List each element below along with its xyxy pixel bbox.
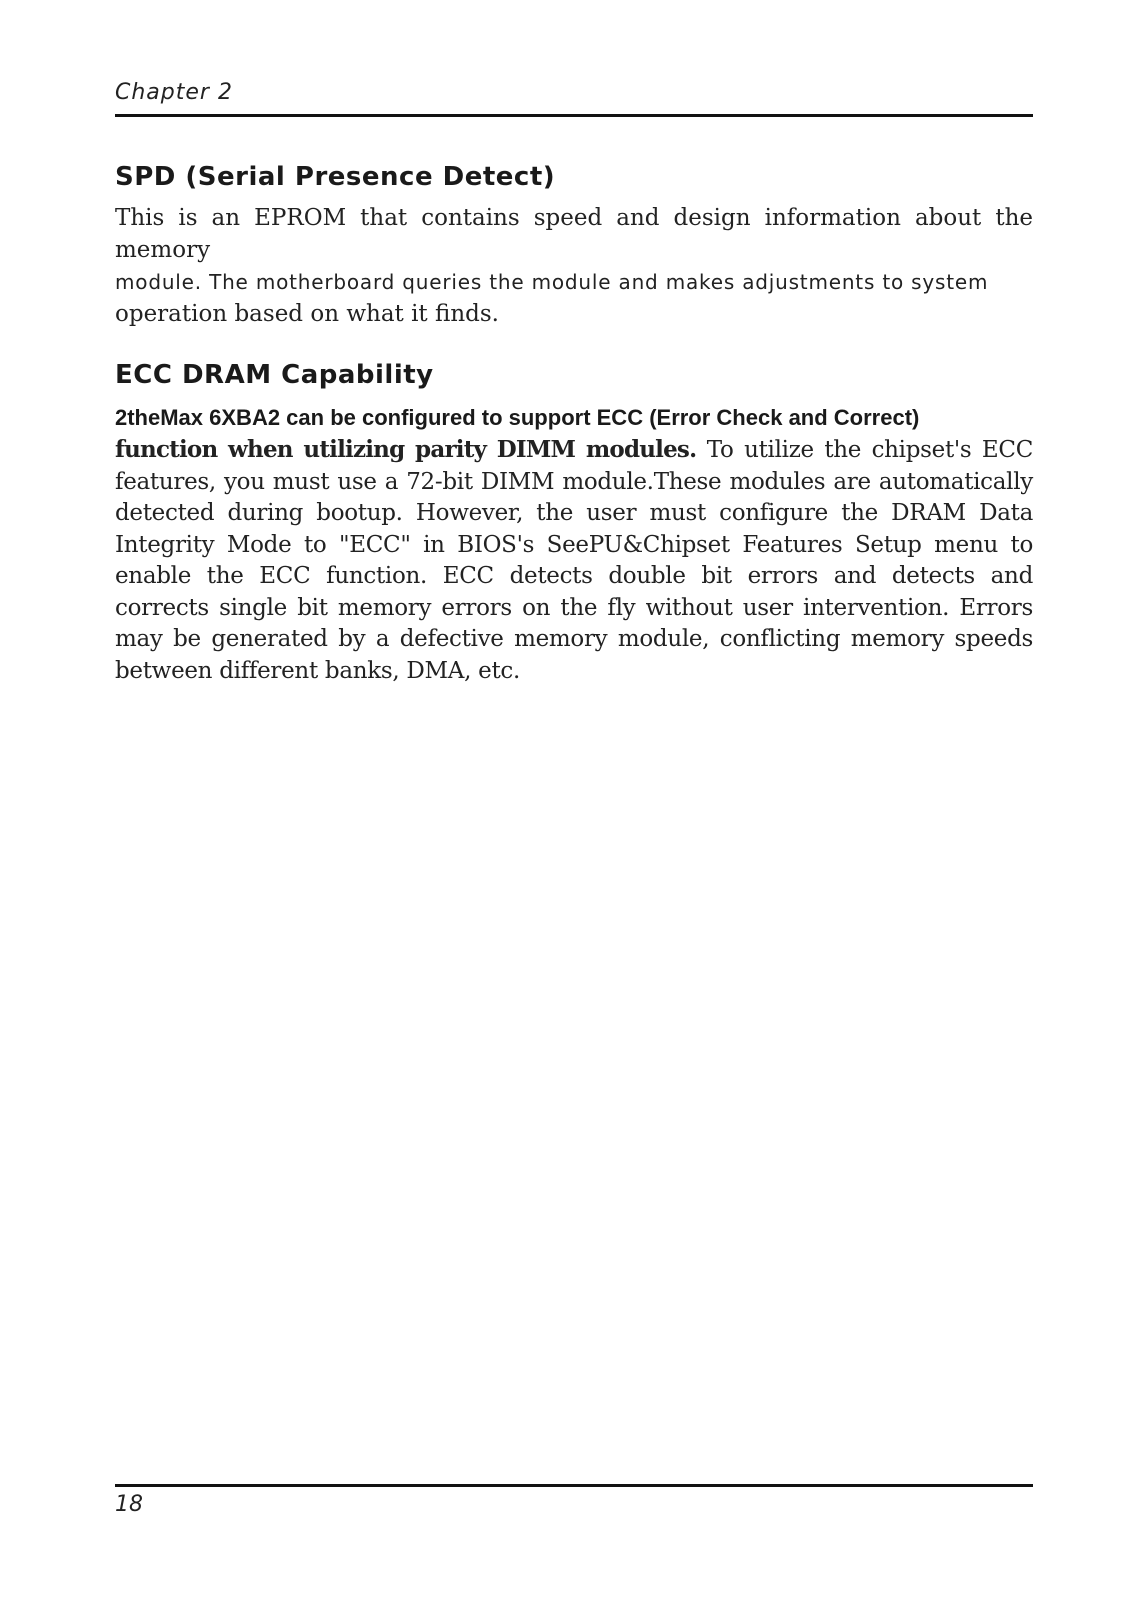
spd-heading: SPD (Serial Presence Detect) [115, 162, 556, 192]
ecc-body-text: To utilize the chipset's ECC features, you must use a 72-bit DIMM module.These modules are automatically detected during bootup. However, the user must configure the DRAM Data Integrity Mode to "ECC" in BIOS's SeePU&Chipset Features Setup menu to enable the ECC function. ECC detects double bit errors and detects and corrects single bit memory errors on the fly without user intervention. Errors may be generated by a defective memory module, conflicting memory speeds between different banks, DMA, etc. [115, 437, 1034, 684]
page-number: 18 [115, 1492, 143, 1517]
ecc-lead-line: 2theMax 6XBA2 can be configured to support ECC (Error Check and Correct) [115, 405, 920, 430]
page-content [115, 162, 1033, 687]
ecc-section [115, 360, 1033, 687]
ecc-heading: ECC DRAM Capability [115, 360, 434, 390]
ecc-lead-bold: function when utilizing parity DIMM modules. [115, 436, 697, 463]
spd-line-3: operation based on what it finds. [115, 301, 499, 327]
spd-line-1: This is an EPROM that contains speed and design information about the memory [115, 205, 1033, 263]
spd-section [115, 162, 1033, 330]
spd-line-2: module. The motherboard queries the module and makes adjustments to system [115, 270, 989, 294]
ecc-paragraph [115, 434, 1033, 687]
running-head: Chapter 2 [115, 80, 233, 105]
manual-page [115, 0, 1033, 1600]
header-rule [115, 114, 1033, 117]
spd-paragraph [115, 202, 1033, 330]
footer-rule [115, 1484, 1033, 1487]
